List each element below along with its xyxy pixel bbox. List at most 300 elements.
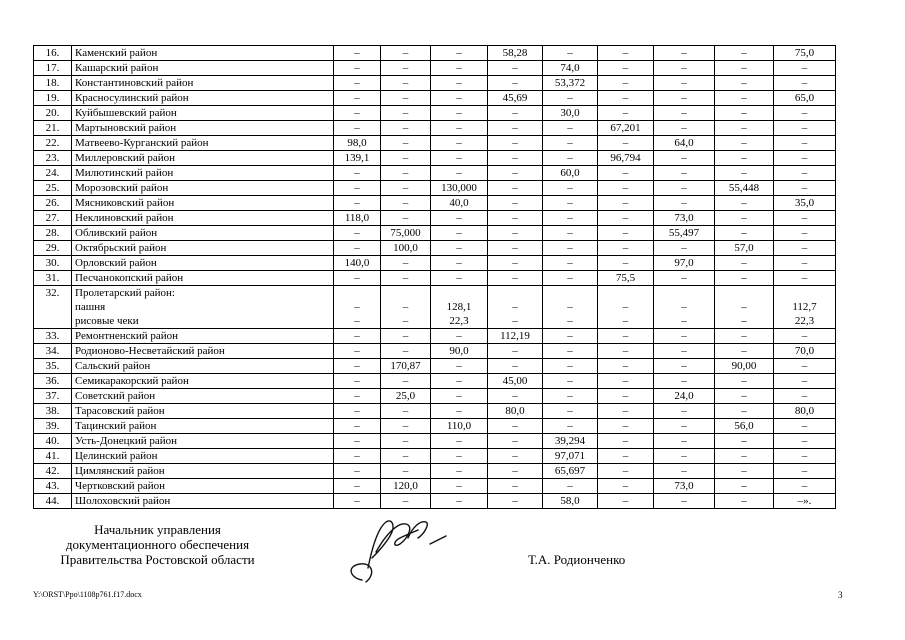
- value-cell: 97,0: [654, 256, 715, 271]
- value-cell: –: [598, 494, 654, 509]
- value-cell: –: [543, 226, 598, 241]
- value-cell: [381, 286, 431, 329]
- value-cell: –: [431, 151, 488, 166]
- district-name: Мясниковский район: [72, 196, 334, 211]
- value-cell: –: [715, 434, 774, 449]
- value-cell: –: [774, 419, 836, 434]
- value-cell: –: [488, 136, 543, 151]
- value-cell: –: [715, 121, 774, 136]
- value-cell: 24,0: [654, 389, 715, 404]
- value-cell: –: [381, 106, 431, 121]
- value-cell: –: [381, 166, 431, 181]
- value-cell: –: [774, 136, 836, 151]
- value-cell: 140,0: [334, 256, 381, 271]
- row-number: 28.: [34, 226, 72, 241]
- row-number: 20.: [34, 106, 72, 121]
- value-cell: –: [774, 479, 836, 494]
- value-cell: –: [488, 494, 543, 509]
- file-path: Y:\ORST\Ppo\1108p761.f17.docx: [33, 590, 142, 599]
- value-line: –: [512, 315, 518, 327]
- value-cell: –: [598, 226, 654, 241]
- value-cell: –: [488, 181, 543, 196]
- value-cell: –: [431, 329, 488, 344]
- value-cell: –: [334, 344, 381, 359]
- value-cell: –: [774, 449, 836, 464]
- value-cell: 73,0: [654, 211, 715, 226]
- value-cell: –: [431, 61, 488, 76]
- table-row: [34, 344, 836, 359]
- value-cell: –: [598, 374, 654, 389]
- table-row: [34, 329, 836, 344]
- value-cell: –: [774, 76, 836, 91]
- table-row: [34, 76, 836, 91]
- value-cell: –: [488, 196, 543, 211]
- value-cell: [431, 286, 488, 329]
- value-line: –: [354, 315, 360, 327]
- value-cell: 65,697: [543, 464, 598, 479]
- value-cell: 55,497: [654, 226, 715, 241]
- value-cell: –: [654, 271, 715, 286]
- value-cell: –: [598, 434, 654, 449]
- value-line: –: [741, 301, 747, 313]
- value-cell: 139,1: [334, 151, 381, 166]
- value-line: –: [567, 315, 573, 327]
- value-cell: –: [774, 464, 836, 479]
- value-cell: –: [598, 464, 654, 479]
- value-cell: –: [598, 166, 654, 181]
- value-cell: –: [381, 76, 431, 91]
- value-cell: –: [598, 419, 654, 434]
- value-cell: –: [488, 121, 543, 136]
- value-cell: –: [774, 121, 836, 136]
- value-cell: –: [488, 419, 543, 434]
- value-cell: 100,0: [381, 241, 431, 256]
- value-line: –: [681, 301, 687, 313]
- value-cell: –: [488, 271, 543, 286]
- value-cell: –: [598, 211, 654, 226]
- table-row: [34, 46, 836, 61]
- district-name: Куйбышевский район: [72, 106, 334, 121]
- value-cell: –: [431, 76, 488, 91]
- district-name: Тацинский район: [72, 419, 334, 434]
- value-cell: –: [715, 211, 774, 226]
- district-name: Обливский район: [72, 226, 334, 241]
- signer-title-line: Правительства Ростовской области: [60, 552, 255, 567]
- value-cell: –: [334, 434, 381, 449]
- value-cell: –: [334, 76, 381, 91]
- value-cell: –: [654, 329, 715, 344]
- value-cell: –: [598, 76, 654, 91]
- value-cell: –: [381, 211, 431, 226]
- value-line: –: [402, 315, 409, 327]
- value-cell: –: [543, 404, 598, 419]
- value-cell: [334, 286, 381, 329]
- value-cell: –: [598, 256, 654, 271]
- value-cell: –: [381, 256, 431, 271]
- value-cell: 120,0: [381, 479, 431, 494]
- row-number: 24.: [34, 166, 72, 181]
- value-cell: [715, 286, 774, 329]
- value-cell: –: [774, 61, 836, 76]
- value-cell: –: [654, 61, 715, 76]
- value-cell: [488, 286, 543, 329]
- value-cell: –: [715, 151, 774, 166]
- district-name: Семикаракорский район: [72, 374, 334, 389]
- value-cell: –: [774, 166, 836, 181]
- value-cell: –: [654, 419, 715, 434]
- table-row: [34, 479, 836, 494]
- value-cell: –: [381, 61, 431, 76]
- value-cell: 90,0: [431, 344, 488, 359]
- value-cell: –: [381, 121, 431, 136]
- value-cell: –: [598, 196, 654, 211]
- table-row: [34, 181, 836, 196]
- value-cell: –: [334, 404, 381, 419]
- row-number: 27.: [34, 211, 72, 226]
- value-cell: –: [654, 434, 715, 449]
- value-cell: –: [334, 479, 381, 494]
- value-cell: [543, 286, 598, 329]
- value-line: 128,1: [446, 301, 472, 313]
- value-cell: –: [381, 434, 431, 449]
- value-cell: –: [431, 434, 488, 449]
- value-line: 112,7: [792, 301, 817, 313]
- row-number: 41.: [34, 449, 72, 464]
- row-number: 23.: [34, 151, 72, 166]
- row-number: 44.: [34, 494, 72, 509]
- row-number: 34.: [34, 344, 72, 359]
- value-cell: –: [334, 196, 381, 211]
- signer-title-line: документационного обеспечения: [65, 537, 250, 552]
- value-cell: –: [431, 241, 488, 256]
- value-cell: –: [334, 181, 381, 196]
- value-cell: 67,201: [598, 121, 654, 136]
- value-cell: –: [715, 166, 774, 181]
- value-cell: –: [598, 479, 654, 494]
- value-cell: –: [334, 494, 381, 509]
- value-cell: 73,0: [654, 479, 715, 494]
- table-row: [34, 464, 836, 479]
- value-cell: –: [431, 494, 488, 509]
- value-cell: –: [488, 61, 543, 76]
- district-name: Сальский район: [72, 359, 334, 374]
- value-cell: 60,0: [543, 166, 598, 181]
- value-cell: –: [654, 374, 715, 389]
- value-cell: –: [715, 271, 774, 286]
- value-cell: –: [774, 181, 836, 196]
- value-cell: –: [543, 136, 598, 151]
- table-row: [34, 449, 836, 464]
- value-line: 22,3: [794, 315, 815, 327]
- value-cell: –: [334, 464, 381, 479]
- value-cell: 75,0: [774, 46, 836, 61]
- value-cell: –: [715, 136, 774, 151]
- value-cell: 56,0: [715, 419, 774, 434]
- value-cell: –: [543, 344, 598, 359]
- district-name: Константиновский район: [72, 76, 334, 91]
- district-subitem: пашня: [75, 301, 106, 313]
- table-row: [34, 121, 836, 136]
- value-cell: –: [431, 479, 488, 494]
- value-cell: –: [431, 389, 488, 404]
- value-cell: –: [431, 226, 488, 241]
- value-cell: –: [381, 136, 431, 151]
- value-cell: –: [598, 46, 654, 61]
- table-row: [34, 404, 836, 419]
- value-cell: –: [715, 479, 774, 494]
- value-cell: –: [715, 196, 774, 211]
- value-cell: –: [431, 359, 488, 374]
- value-cell: 70,0: [774, 344, 836, 359]
- value-cell: –: [543, 91, 598, 106]
- row-number: 22.: [34, 136, 72, 151]
- data-table: [33, 45, 836, 509]
- value-cell: –: [654, 404, 715, 419]
- signer-title-block: [40, 522, 275, 567]
- value-cell: [598, 286, 654, 329]
- value-cell: –: [774, 211, 836, 226]
- value-cell: –: [381, 329, 431, 344]
- table-body: [34, 46, 836, 509]
- value-cell: –: [488, 226, 543, 241]
- value-cell: 53,372: [543, 76, 598, 91]
- value-cell: –: [543, 329, 598, 344]
- signer-title-line: Начальник управления: [94, 522, 221, 537]
- value-cell: –: [381, 181, 431, 196]
- value-cell: –: [715, 404, 774, 419]
- district-subitem: рисовые чеки: [75, 315, 139, 327]
- value-cell: –: [598, 136, 654, 151]
- value-cell: –: [715, 256, 774, 271]
- value-cell: –: [334, 449, 381, 464]
- row-number: 25.: [34, 181, 72, 196]
- value-cell: –: [334, 359, 381, 374]
- value-cell: –: [431, 374, 488, 389]
- value-cell: [654, 286, 715, 329]
- table-row: [34, 271, 836, 286]
- value-cell: –: [654, 494, 715, 509]
- value-cell: –: [654, 181, 715, 196]
- value-cell: –: [598, 106, 654, 121]
- value-cell: –: [381, 374, 431, 389]
- district-name: Кашарский район: [72, 61, 334, 76]
- value-spacer: [546, 286, 594, 300]
- row-number: 17.: [34, 61, 72, 76]
- value-spacer: [777, 286, 832, 300]
- row-number: 33.: [34, 329, 72, 344]
- row-number: 37.: [34, 389, 72, 404]
- district-name: Миллеровский район: [72, 151, 334, 166]
- row-number: 21.: [34, 121, 72, 136]
- value-cell: 90,00: [715, 359, 774, 374]
- value-cell: –: [654, 241, 715, 256]
- value-cell: –: [715, 449, 774, 464]
- value-cell: –: [431, 136, 488, 151]
- value-cell: –: [715, 374, 774, 389]
- district-name: Ремонтненский район: [72, 329, 334, 344]
- value-cell: –: [488, 166, 543, 181]
- value-cell: –: [381, 494, 431, 509]
- value-cell: –: [431, 121, 488, 136]
- value-cell: –: [715, 61, 774, 76]
- value-cell: –: [431, 464, 488, 479]
- value-cell: –: [431, 106, 488, 121]
- value-cell: –: [654, 91, 715, 106]
- table-row: [34, 166, 836, 181]
- value-cell: –: [543, 389, 598, 404]
- value-cell: 65,0: [774, 91, 836, 106]
- district-name-line: Пролетарский район:: [75, 287, 175, 299]
- row-number: 32.: [34, 286, 72, 329]
- value-cell: –: [543, 359, 598, 374]
- value-cell: –: [334, 271, 381, 286]
- value-cell: –: [334, 419, 381, 434]
- table-row: [34, 226, 836, 241]
- value-line: –: [622, 301, 629, 313]
- table-row: [34, 91, 836, 106]
- value-cell: –: [598, 344, 654, 359]
- value-cell: –: [488, 151, 543, 166]
- row-number: 31.: [34, 271, 72, 286]
- value-cell: 96,794: [598, 151, 654, 166]
- district-name: Шолоховский район: [72, 494, 334, 509]
- value-cell: 45,69: [488, 91, 543, 106]
- row-number: 26.: [34, 196, 72, 211]
- value-cell: –: [431, 271, 488, 286]
- value-cell: 110,0: [431, 419, 488, 434]
- value-cell: –: [598, 359, 654, 374]
- table-row: [34, 359, 836, 374]
- value-cell: –: [543, 271, 598, 286]
- value-cell: –: [543, 196, 598, 211]
- district-name: Каменский район: [72, 46, 334, 61]
- value-cell: –: [654, 121, 715, 136]
- value-cell: –: [543, 256, 598, 271]
- value-spacer: [384, 286, 427, 300]
- value-cell: –: [654, 449, 715, 464]
- value-cell: –: [334, 121, 381, 136]
- row-number: 19.: [34, 91, 72, 106]
- table-row: [34, 434, 836, 449]
- value-cell: –: [543, 121, 598, 136]
- district-name: Красносулинский район: [72, 91, 334, 106]
- value-cell: –: [543, 46, 598, 61]
- value-cell: –: [715, 344, 774, 359]
- value-cell: –: [334, 166, 381, 181]
- value-spacer: [434, 286, 484, 300]
- value-cell: –: [774, 329, 836, 344]
- table-row: [34, 136, 836, 151]
- value-line: –: [681, 315, 687, 327]
- value-cell: –: [543, 479, 598, 494]
- value-cell: –: [334, 374, 381, 389]
- row-number: 30.: [34, 256, 72, 271]
- value-cell: –: [381, 419, 431, 434]
- row-number: 29.: [34, 241, 72, 256]
- value-cell: –: [598, 181, 654, 196]
- value-cell: –: [334, 226, 381, 241]
- value-cell: –: [654, 166, 715, 181]
- value-cell: –: [774, 271, 836, 286]
- value-cell: –: [488, 344, 543, 359]
- value-cell: –: [381, 46, 431, 61]
- row-number: 16.: [34, 46, 72, 61]
- value-cell: –: [774, 241, 836, 256]
- value-cell: 98,0: [334, 136, 381, 151]
- value-cell: 40,0: [431, 196, 488, 211]
- district-name: Чертковский район: [72, 479, 334, 494]
- value-cell: 130,000: [431, 181, 488, 196]
- value-cell: –: [598, 329, 654, 344]
- value-cell: 55,448: [715, 181, 774, 196]
- district-name: Мартыновский район: [72, 121, 334, 136]
- value-cell: –: [334, 329, 381, 344]
- district-name: Октябрьский район: [72, 241, 334, 256]
- value-cell: [774, 286, 836, 329]
- value-cell: 112,19: [488, 329, 543, 344]
- value-cell: 64,0: [654, 136, 715, 151]
- value-cell: –: [654, 76, 715, 91]
- row-number: 43.: [34, 479, 72, 494]
- value-cell: –: [431, 449, 488, 464]
- value-spacer: [657, 286, 711, 300]
- value-cell: –: [715, 389, 774, 404]
- value-cell: –: [334, 61, 381, 76]
- district-name: Морозовский район: [72, 181, 334, 196]
- value-cell: 80,0: [488, 404, 543, 419]
- value-cell: –: [488, 76, 543, 91]
- district-name: [72, 286, 334, 329]
- district-name: Песчанокопский район: [72, 271, 334, 286]
- value-cell: –: [598, 61, 654, 76]
- value-cell: –: [431, 211, 488, 226]
- table-row: [34, 241, 836, 256]
- value-cell: –: [334, 91, 381, 106]
- value-line: –: [567, 301, 573, 313]
- handwritten-signature: [342, 508, 452, 588]
- row-number: 36.: [34, 374, 72, 389]
- value-cell: –: [715, 329, 774, 344]
- value-cell: –: [431, 166, 488, 181]
- value-cell: 35,0: [774, 196, 836, 211]
- value-cell: –: [381, 151, 431, 166]
- page-number: 3: [838, 590, 843, 600]
- district-name: Целинский район: [72, 449, 334, 464]
- value-cell: –: [598, 241, 654, 256]
- value-line: 22,3: [449, 315, 469, 327]
- value-cell: 97,071: [543, 449, 598, 464]
- value-cell: –: [381, 404, 431, 419]
- value-cell: 75,5: [598, 271, 654, 286]
- value-cell: –: [654, 46, 715, 61]
- row-number: 35.: [34, 359, 72, 374]
- value-cell: –: [774, 256, 836, 271]
- district-name: Орловский район: [72, 256, 334, 271]
- value-cell: –: [488, 241, 543, 256]
- value-cell: –: [543, 151, 598, 166]
- value-cell: –: [774, 359, 836, 374]
- table-row: [34, 151, 836, 166]
- table-row: [34, 419, 836, 434]
- table-row: [34, 211, 836, 226]
- value-cell: 57,0: [715, 241, 774, 256]
- value-cell: –: [598, 91, 654, 106]
- value-cell: –: [488, 464, 543, 479]
- value-cell: 30,0: [543, 106, 598, 121]
- value-cell: –: [381, 449, 431, 464]
- district-name: Родионово-Несветайский район: [72, 344, 334, 359]
- value-line: –: [354, 301, 360, 313]
